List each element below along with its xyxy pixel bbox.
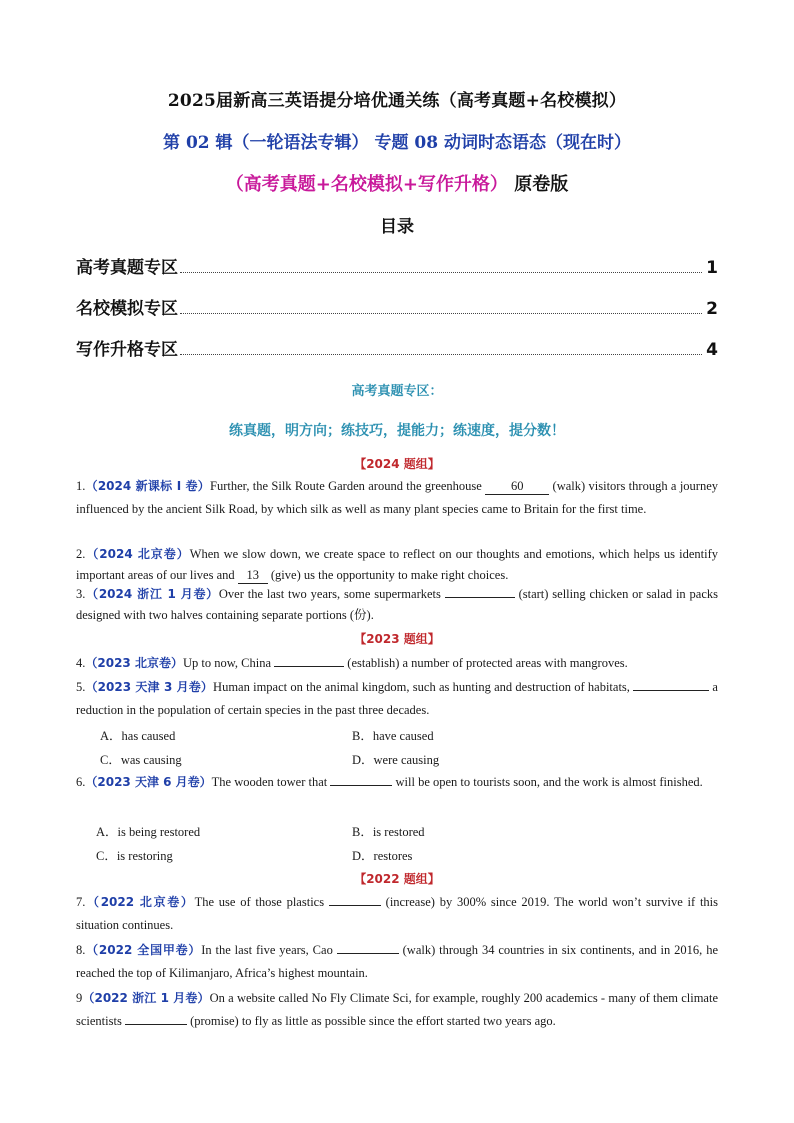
answer-blank[interactable] (445, 597, 515, 598)
toc-leader-dots (180, 271, 702, 273)
answer-blank[interactable]: 60 (485, 478, 549, 495)
document-subtitle: 第 02 辑（一轮语法专辑） 专题 08 动词时态语态（现在时） (163, 133, 631, 153)
answer-blank[interactable] (337, 953, 399, 954)
toc-entry-writing[interactable] (76, 334, 718, 360)
edition-sources: （高考真题+名校模拟+写作升格） (225, 174, 508, 195)
question-9: 9（2022 浙江 1 月卷）On a website called No Fly Climate Sci, for example, roughly 200 academics - many of them climate scientists (promise) to fly as little as possible since the effort started two years ago. (76, 991, 718, 1028)
question-7: 7.（2022 北京卷）The use of those plastics (increase) by 300% since 2019. The world won’t survive if this situation continues. (76, 895, 719, 932)
toc-entry-gaokao[interactable] (76, 252, 718, 278)
section-title: 高考真题专区： (351, 384, 443, 399)
question-source: （2022 北京卷） (85, 895, 195, 909)
option-b[interactable]: B．have caused (352, 729, 434, 743)
edition-type: 原卷版 (514, 174, 569, 195)
option-c[interactable]: C．was causing (100, 753, 182, 767)
answer-blank[interactable] (274, 666, 344, 667)
question-source: （2023 天津 3 月卷） (85, 680, 214, 694)
section-motto: 练真题，明方向；练技巧，提能力；练速度，提分数！ (229, 423, 565, 439)
toc-entry-label: 名校模拟专区 (76, 299, 178, 319)
question-source: （2024 新课标 I 卷） (85, 479, 211, 493)
question-1: 1.（2024 新课标 I 卷）Further, the Silk Route Garden around the greenhouse 60 (walk) visitors through a journey influenced by the ancient Silk Road, by which silk as well as many plant species came to Britain for the first time. (76, 479, 718, 516)
option-d[interactable]: D．were causing (352, 753, 440, 767)
toc-entry-label: 高考真题专区 (76, 258, 178, 278)
question-source: （2022 全国甲卷） (85, 943, 202, 957)
group-heading-2024: 【2024 题组】 (354, 457, 440, 471)
question-6: 6.（2023 天津 6 月卷）The wooden tower that will be open to tourists soon, and the work is almost finished. (76, 775, 703, 789)
option-d[interactable]: D．restores (352, 849, 413, 863)
question-5: 5.（2023 天津 3 月卷）Human impact on the animal kingdom, such as hunting and destruction of habitats, a reduction in the population of certain species in the past three decades. (76, 680, 718, 717)
option-a[interactable]: A．is being restored (96, 825, 201, 839)
toc-entry-page: 2 (706, 299, 718, 319)
document-title: 2025届新高三英语提分培优通关练（高考真题+名校模拟） (167, 91, 627, 111)
toc-entry-page: 1 (706, 258, 718, 278)
toc-leader-dots (180, 353, 702, 355)
option-c[interactable]: C．is restoring (96, 849, 173, 863)
question-source: （2024 北京卷） (85, 547, 190, 561)
toc-heading: 目录 (380, 217, 414, 237)
answer-blank[interactable]: 13 (238, 567, 268, 584)
toc-entry-label: 写作升格专区 (76, 340, 178, 360)
question-2: 2.（2024 北京卷）When we slow down, we create space to reflect on our thoughts and emotions, which helps us identify important areas of our lives and 13 (give) us the opportunity to make right choices. (76, 547, 718, 582)
question-source: （2023 天津 6 月卷） (85, 775, 212, 789)
answer-blank[interactable] (633, 690, 709, 691)
question-8: 8.（2022 全国甲卷）In the last five years, Cao (walk) through 34 countries in six continents, and in 2016, he reached the top of Kilimanjaro, Africa’s highest mountain. (76, 943, 719, 980)
toc-entry-mock[interactable] (76, 293, 718, 319)
group-heading-2022: 【2022 题组】 (354, 872, 440, 886)
answer-blank[interactable] (330, 785, 392, 786)
answer-blank[interactable] (125, 1024, 187, 1025)
group-heading-2023: 【2023 题组】 (354, 632, 440, 646)
toc-entry-page: 4 (706, 340, 718, 360)
toc-leader-dots (180, 312, 702, 314)
question-source: （2023 北京卷） (85, 656, 183, 670)
document-edition-line (0, 170, 794, 196)
question-3: 3.（2024 浙江 1 月卷）Over the last two years, some supermarkets (start) selling chicken or salad in packs designed with two halves containing separate portions (份). (76, 587, 718, 622)
answer-blank[interactable] (329, 905, 381, 906)
question-4: 4.（2023 北京卷）Up to now, China (establish) a number of protected areas with mangroves. (76, 656, 628, 670)
question-source: （2022 浙江 1 月卷） (82, 991, 210, 1005)
option-a[interactable]: A．has caused (100, 729, 176, 743)
question-source: （2024 浙江 1 月卷） (85, 587, 219, 601)
option-b[interactable]: B．is restored (352, 825, 425, 839)
